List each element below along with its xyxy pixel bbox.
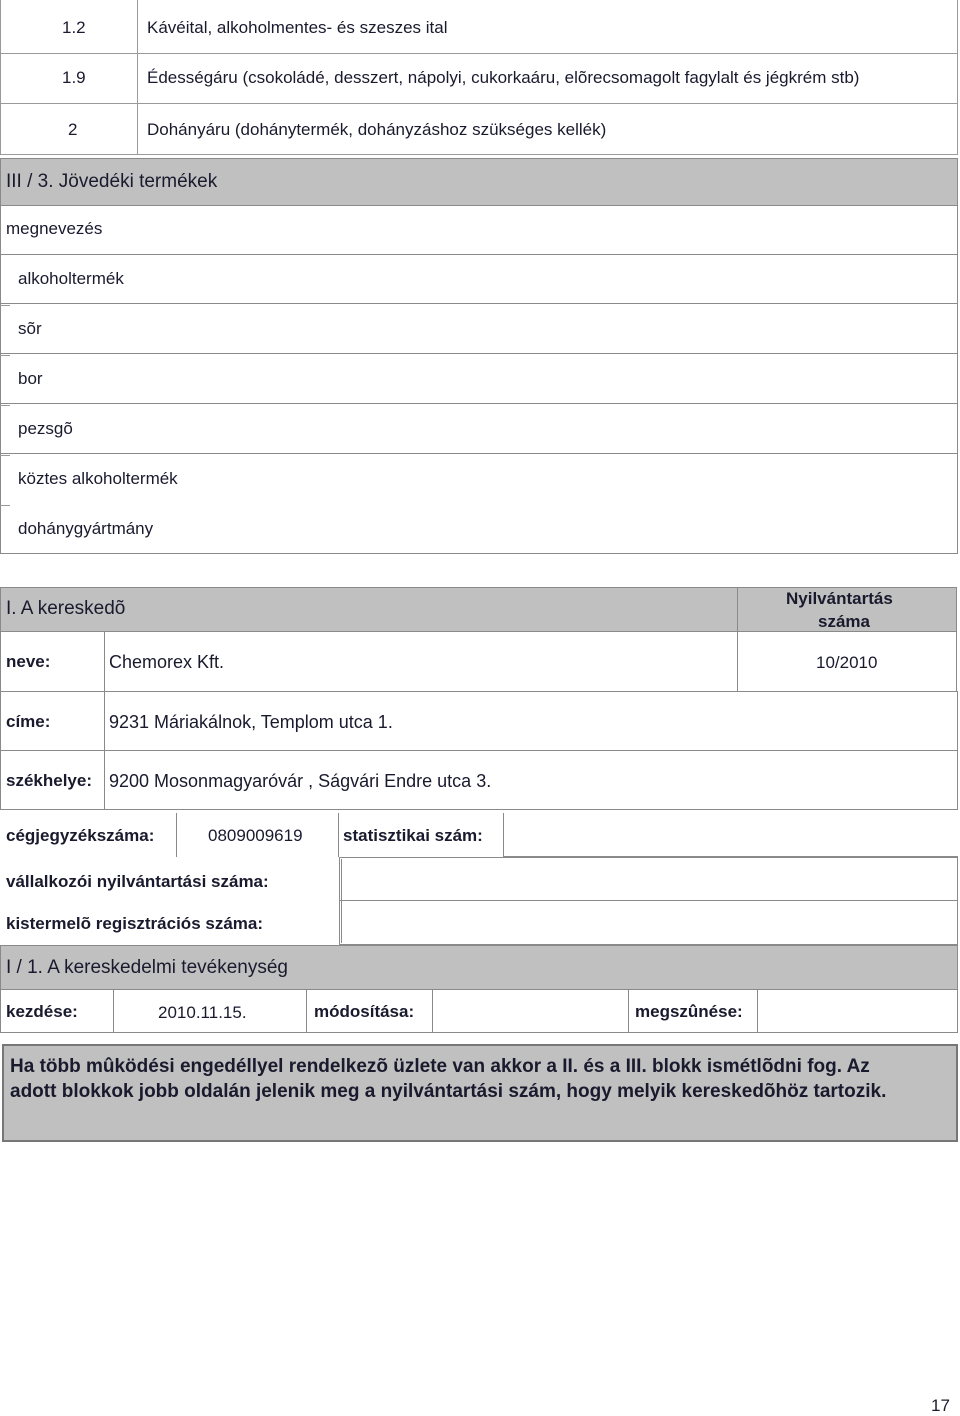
note-text: Ha több mûködési engedéllyel rendelkezõ üzlete van akkor a II. és a III. blokk ismétlõdni fog. Az adott blokkok jobb oldalán jelenik meg a nyilvántartási szám, hogy melyik kereskedõhöz tartozik.: [10, 1056, 887, 1102]
list-item: alkoholtermék: [18, 269, 124, 288]
column-header: megnevezés: [6, 219, 103, 238]
divider: [503, 813, 504, 857]
address-value: 9231 Máriakálnok, Templom utca 1.: [109, 712, 393, 732]
divider: [0, 403, 958, 404]
row-marker: [0, 355, 10, 356]
list-item: bor: [18, 369, 43, 388]
merchant-title: I. A kereskedõ: [6, 598, 126, 619]
stat-number-label: statisztikai szám:: [343, 826, 483, 845]
name-value: Chemorex Kft.: [109, 652, 225, 672]
start-label: kezdése:: [6, 1002, 78, 1021]
divider: [0, 53, 958, 54]
divider: [113, 990, 114, 1033]
divider: [0, 453, 958, 454]
table-row-label: Kávéital, alkoholmentes- és szeszes ital: [147, 18, 448, 37]
page-number: 17: [931, 1396, 950, 1415]
column-header-row: [0, 206, 958, 254]
activity-title: I / 1. A kereskedelmi tevékenység: [6, 957, 288, 978]
modification-label: módosítása:: [314, 1002, 415, 1021]
entrepreneur-value-box: [339, 857, 958, 945]
small-producer-label: kistermelõ regisztrációs száma:: [6, 914, 264, 933]
table-row-label: Dohányáru (dohánytermék, dohányzáshoz szükséges kellék): [147, 120, 607, 139]
list-item: dohánygyártmány: [18, 519, 154, 538]
divider: [0, 353, 958, 354]
row-marker: [0, 405, 10, 406]
list-item: köztes alkoholtermék: [18, 469, 178, 488]
note-box: [2, 1044, 958, 1142]
reg-number-value: 10/2010: [816, 653, 878, 672]
entrepreneur-reg-label: vállalkozói nyilvántartási száma:: [6, 872, 269, 891]
divider: [137, 0, 138, 155]
seat-value: 9200 Mosonmagyaróvár , Ságvári Endre utca 3.: [109, 771, 492, 791]
divider: [0, 303, 958, 304]
table-row-label: Édességáru (csokoládé, desszert, nápolyi, cukorkaáru, elõrecsomagolt fagylalt és jégkrém stb): [147, 68, 860, 87]
divider: [432, 990, 433, 1033]
table-row-code: 1.2: [62, 18, 86, 37]
activity-row: [0, 990, 958, 1033]
section-title: III / 3. Jövedéki termékek: [6, 171, 218, 192]
divider: [628, 990, 629, 1033]
divider: [306, 990, 307, 1033]
address-label: címe:: [6, 712, 51, 731]
row-marker: [0, 505, 10, 506]
table-row-code: 1.9: [62, 68, 86, 87]
company-reg-label: cégjegyzékszáma:: [6, 826, 155, 845]
divider: [757, 990, 758, 1033]
divider: [0, 103, 958, 104]
end-label: megszûnése:: [635, 1002, 743, 1021]
name-label: neve:: [6, 652, 51, 671]
company-reg-value: 0809009619: [208, 826, 303, 845]
divider: [176, 813, 177, 857]
row-marker: [0, 305, 10, 306]
divider: [339, 900, 958, 901]
seat-label: székhelye:: [6, 771, 92, 790]
reg-number-header: száma: [818, 612, 870, 631]
list-item: pezsgõ: [18, 419, 73, 438]
table-row-code: 2: [68, 120, 78, 139]
divider: [338, 813, 339, 857]
reg-number-header: Nyilvántartás: [786, 589, 893, 608]
start-value: 2010.11.15.: [158, 1003, 247, 1022]
row-marker: [0, 455, 10, 456]
list-item: sõr: [18, 319, 42, 338]
products-list-frame: [0, 254, 958, 554]
divider: [341, 859, 342, 943]
